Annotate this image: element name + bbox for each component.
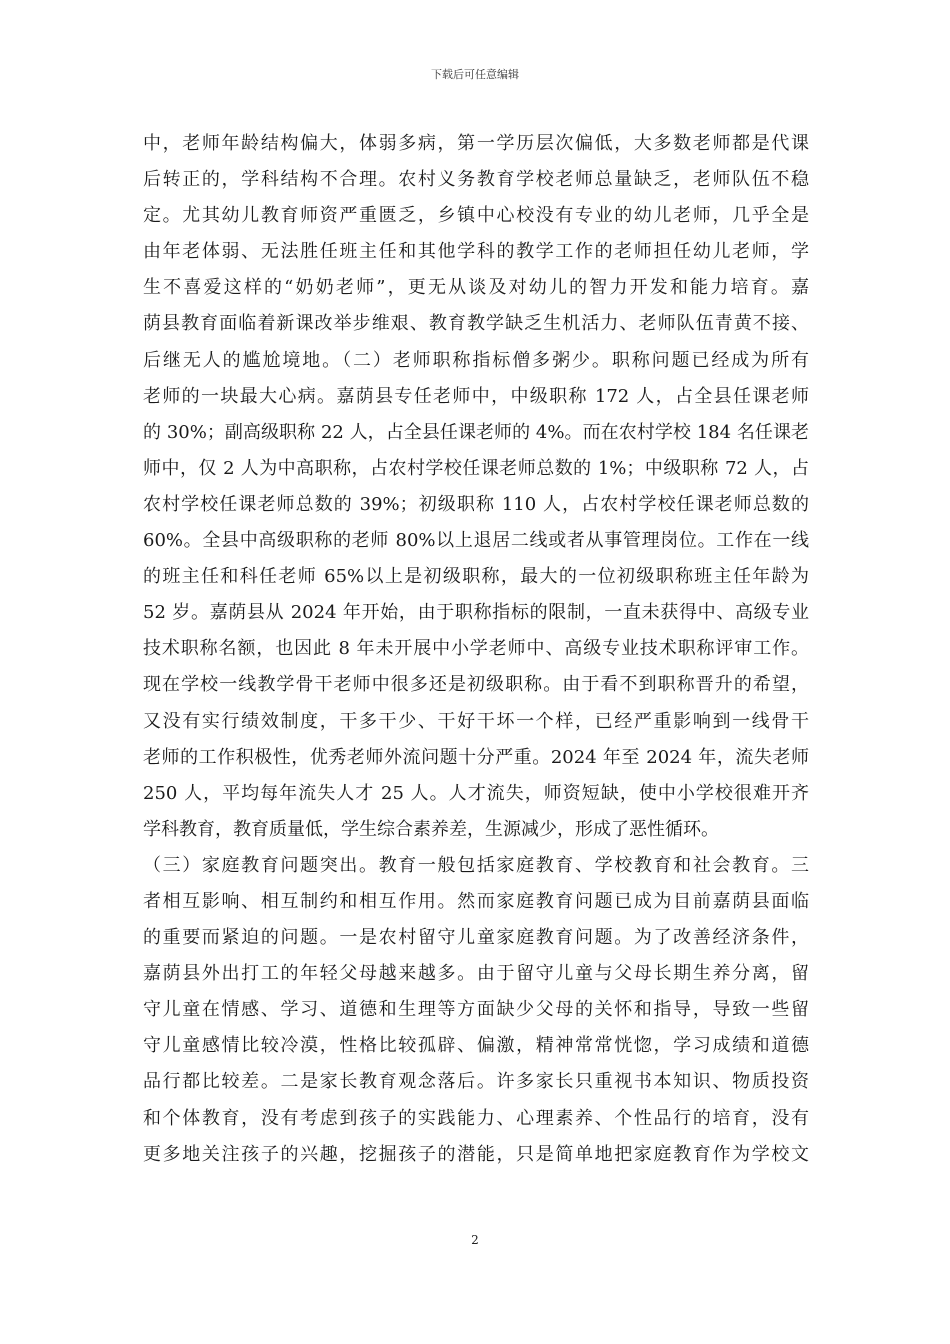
- text-line: 和个体教育，没有考虑到孩子的实践能力、心理素养、个性品行的培育，没有: [143, 1107, 809, 1129]
- text-line: 60%。全县中高级职称的老师 80%以上退居二线或者从事管理岗位。工作在一线: [143, 530, 809, 552]
- text-line: 师中，仅 2 人为中高职称，占农村学校任课老师总数的 1%；中级职称 72 人，占: [143, 457, 809, 479]
- text-line: 生不喜爱这样的“奶奶老师”，更无从谈及对幼儿的智力开发和能力培育。嘉: [143, 277, 809, 299]
- text-line: 250 人，平均每年流失人才 25 人。人才流失，师资短缺，使中小学校很难开齐: [143, 782, 809, 804]
- text-line: 后继无人的尴尬境地。（二）老师职称指标僧多粥少。职称问题已经成为所有: [143, 349, 809, 371]
- text-line: 者相互影响、相互制约和相互作用。然而家庭教育问题已成为目前嘉荫县面临: [143, 890, 809, 912]
- text-line: 更多地关注孩子的兴趣，挖掘孩子的潜能，只是简单地把家庭教育作为学校文: [143, 1143, 809, 1165]
- text-line: 老师的一块最大心病。嘉荫县专任老师中，中级职称 172 人，占全县任课老师: [143, 385, 809, 407]
- text-line: 现在学校一线教学骨干老师中很多还是初级职称。由于看不到职称晋升的希望，: [143, 674, 809, 696]
- text-line: 52 岁。嘉荫县从 2024 年开始，由于职称指标的限制，一直未获得中、高级专业: [143, 602, 809, 624]
- text-line: 老师的工作积极性，优秀老师外流问题十分严重。2024 年至 2024 年，流失老师: [143, 746, 809, 768]
- text-line: 又没有实行绩效制度，干多干少、干好干坏一个样，已经严重影响到一线骨干: [143, 710, 809, 732]
- text-line: 后转正的，学科结构不合理。农村义务教育学校老师总量缺乏，老师队伍不稳: [143, 169, 809, 191]
- text-line: 守儿童在情感、学习、道德和生理等方面缺少父母的关怀和指导，导致一些留: [143, 999, 809, 1021]
- text-line: 农村学校任课老师总数的 39%；初级职称 110 人，占农村学校任课老师总数的: [143, 493, 809, 515]
- document-body: [143, 126, 809, 1173]
- text-line: 的 30%；副高级职称 22 人，占全县任课老师的 4%。而在农村学校 184 名任课老: [143, 421, 809, 443]
- text-line: 技术职称名额，也因此 8 年未开展中小学老师中、高级专业技术职称评审工作。: [143, 638, 809, 660]
- text-line: 守儿童感情比较冷漠，性格比较孤辟、偏激，精神常常恍惚，学习成绩和道德: [143, 1035, 809, 1057]
- page-header: 下载后可任意编辑: [431, 68, 519, 81]
- text-line: 由年老体弱、无法胜任班主任和其他学科的教学工作的老师担任幼儿老师，学: [143, 241, 809, 263]
- text-line: 的班主任和科任老师 65%以上是初级职称，最大的一位初级职称班主任年龄为: [143, 566, 809, 588]
- text-line: 荫县教育面临着新课改举步维艰、教育教学缺乏生机活力、老师队伍青黄不接、: [143, 313, 809, 335]
- text-line: （三）家庭教育问题突出。教育一般包括家庭教育、学校教育和社会教育。三: [143, 854, 809, 876]
- text-line: 学科教育，教育质量低，学生综合素养差，生源减少，形成了恶性循环。: [143, 818, 719, 840]
- text-line: 中，老师年龄结构偏大，体弱多病，第一学历层次偏低，大多数老师都是代课: [143, 133, 809, 154]
- text-line: 的重要而紧迫的问题。一是农村留守儿童家庭教育问题。为了改善经济条件，: [143, 927, 809, 949]
- text-line: 品行都比较差。二是家长教育观念落后。许多家长只重视书本知识、物质投资: [143, 1071, 809, 1093]
- text-line: 嘉荫县外出打工的年轻父母越来越多。由于留守儿童与父母长期生养分离，留: [143, 963, 809, 985]
- text-line: 定。尤其幼儿教育师资严重匮乏，乡镇中心校没有专业的幼儿老师，几乎全是: [143, 205, 809, 227]
- page-number: 2: [471, 1233, 479, 1247]
